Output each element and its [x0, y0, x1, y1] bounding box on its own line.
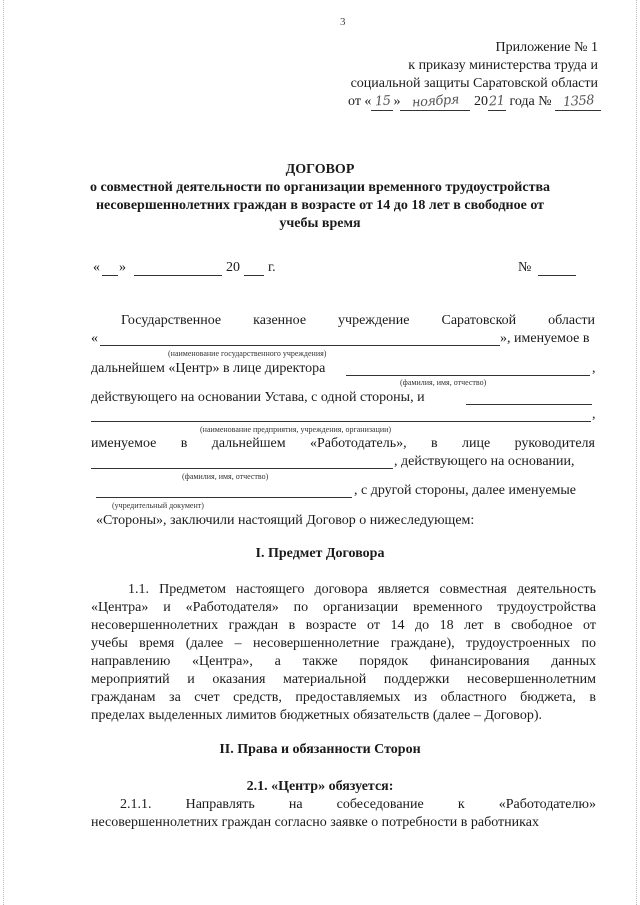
- appendix-line1: Приложение № 1: [495, 40, 598, 55]
- parties-row6-word: дальнейшем: [211, 436, 286, 451]
- date-month-field[interactable]: [134, 275, 222, 276]
- caption-fio-director: (фамилия, имя, отчество): [400, 378, 487, 387]
- section2-heading: II. Права и обязанности Сторон: [219, 742, 421, 757]
- parties-row1-word: Саратовской: [441, 313, 517, 328]
- parties-row4: действующего на основании Устава, с одной стороны, и: [91, 390, 425, 405]
- parties-row6-word: именуемое: [91, 436, 157, 451]
- section1-line: «Центра» и «Работодателя» по организации временного трудоустройства: [91, 600, 596, 615]
- date-year-suffix: г.: [268, 260, 276, 275]
- parties-row8-tail: , с другой стороны, далее именуемые: [354, 483, 577, 498]
- section2-word: Направлять: [185, 797, 255, 812]
- section1-line: направлению «Центра», а также порядок финансирования данных: [91, 654, 596, 669]
- appendix-date-line: от « 15 » ноября 2021 года № 1358: [348, 94, 601, 111]
- date-year-prefix: 20: [226, 260, 240, 275]
- document-subtitle-line2: несовершеннолетних граждан в возрасте от 14 до 18 лет в свободное от: [95, 198, 545, 213]
- parties-row1-word: области: [548, 313, 595, 328]
- section1-line: несовершеннолетних граждан в возрасте от 14 до 18 лет в свободное от: [91, 618, 596, 633]
- parties-row6-word: в: [180, 436, 188, 451]
- section1-line: мероприятий и оказания материальной поддержки несовершеннолетним: [91, 672, 596, 687]
- section1-heading: I. Предмет Договора: [255, 546, 385, 561]
- section2-word: 2.1.1.: [120, 797, 152, 812]
- manager-name-field[interactable]: [91, 468, 393, 469]
- parties-row9: «Стороны», заключили настоящий Договор о нижеследующем:: [96, 513, 475, 528]
- section2-word: к: [457, 797, 465, 812]
- parties-row1-word: казенное: [253, 313, 307, 328]
- caption-fio-manager: (фамилия, имя, отчество): [182, 472, 269, 481]
- parties-row1-word: Государственное: [121, 313, 222, 328]
- parties-row2-tail: », именуемое в: [500, 331, 590, 346]
- document-subtitle-line3: учебы время: [279, 216, 361, 231]
- parties-row1: [121, 313, 595, 329]
- document-subtitle-line1: о совместной деятельности по организации временного трудоустройства: [89, 180, 551, 195]
- director-name-field[interactable]: [346, 375, 590, 376]
- appendix-line3: социальной защиты Саратовской области: [350, 76, 598, 91]
- document-title: ДОГОВОР: [285, 162, 355, 177]
- section1-line: учебы время (далее – несовершеннолетние граждане), трудоустроенных по: [91, 636, 596, 651]
- date-open-quote: «: [93, 260, 100, 275]
- section2-line1: [120, 797, 596, 813]
- founding-document-field[interactable]: [96, 497, 352, 498]
- date-close-quote: »: [119, 260, 126, 275]
- parties-row1-word: учреждение: [338, 313, 410, 328]
- parties-row3-end: ,: [592, 361, 596, 376]
- scan-edge-right: [636, 0, 637, 905]
- section2-word: на: [288, 797, 303, 812]
- parties-row6-word: лице: [462, 436, 491, 451]
- parties-row6-word: в: [431, 436, 438, 451]
- parties-row2-open: «: [91, 331, 98, 346]
- appendix-year-prefix: 20: [473, 94, 488, 109]
- section1-line: гражданам за счет средств, предоставляемых из областного бюджета, в: [91, 690, 596, 705]
- date-year-field[interactable]: [244, 275, 264, 276]
- appendix-month: ноября: [411, 92, 460, 111]
- page-number: 3: [340, 16, 346, 28]
- caption-institution: (наименование государственного учреждения): [168, 349, 327, 358]
- parties-row7-tail: , действующего на основании,: [394, 454, 575, 469]
- employer-start-field[interactable]: [466, 404, 592, 405]
- section2-word: собеседование: [336, 797, 424, 812]
- appendix-line2: к приказу министерства труда и: [408, 58, 598, 73]
- scan-edge-left: [3, 0, 4, 905]
- section2-line2: несовершеннолетних граждан согласно заявке о потребности в работниках: [91, 815, 539, 830]
- section1-line: пределах выделенных лимитов бюджетных обязательств (далее – Договор).: [91, 708, 542, 723]
- parties-row3: дальнейшем «Центр» в лице директора: [91, 361, 326, 376]
- appendix-year-suffix: 21: [488, 93, 506, 110]
- appendix-date-prefix: от «: [348, 94, 372, 109]
- date-day-field[interactable]: [102, 275, 118, 276]
- appendix-number: 1358: [562, 92, 595, 111]
- parties-row6-word: «Работодатель»,: [309, 436, 407, 451]
- employer-name-field[interactable]: [91, 421, 591, 422]
- parties-row6-word: руководителя: [514, 436, 595, 451]
- caption-organization: (наименование предприятия, учреждения, организации): [200, 425, 392, 434]
- section2-subheading: 2.1. «Центр» обязуется:: [246, 779, 394, 794]
- contract-number-field[interactable]: [538, 275, 576, 276]
- caption-founding-document: (учредительный документ): [112, 501, 204, 510]
- appendix-day: 15: [374, 93, 391, 110]
- parties-row5-end: ,: [592, 407, 596, 422]
- parties-row6: [91, 436, 595, 452]
- number-label: №: [518, 260, 532, 275]
- institution-name-field[interactable]: [100, 345, 500, 346]
- appendix-year-word: года №: [509, 94, 552, 109]
- section1-line: 1.1. Предметом настоящего договора является совместная деятельность: [128, 582, 596, 597]
- section2-word: «Работодателю»: [498, 797, 596, 812]
